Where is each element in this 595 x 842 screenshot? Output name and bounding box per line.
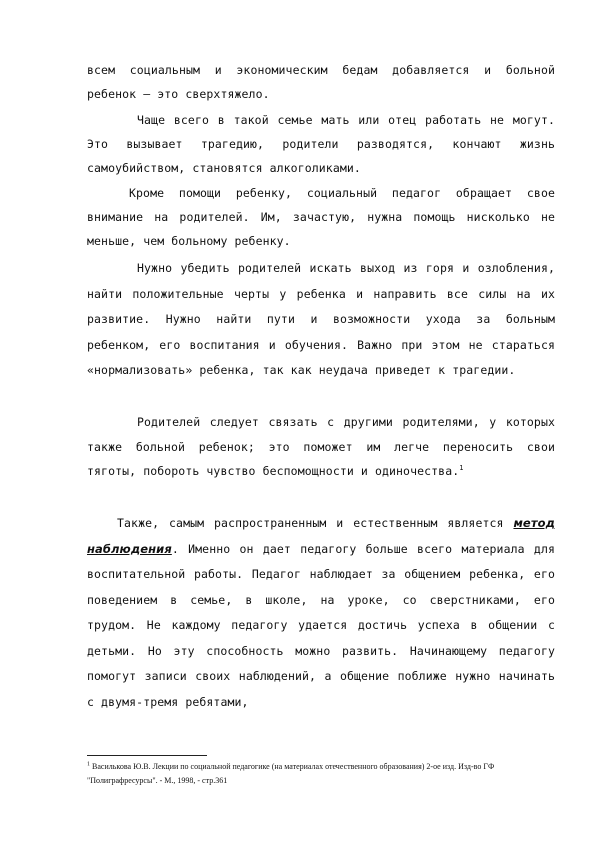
paragraph-5-text: Родителей следует связать с другими родителями, у которых также больной ребенок; это поможет им легче переносить свои тяготы, побороть чувство беспомощности и одиночества.: [87, 415, 555, 478]
paragraph-3: Кроме помощи ребенку, социальный педагог обращает свое внимание на родителей. Им, зачастую, нужна помощь нисколько не меньше, чем больному ребенку.: [87, 186, 555, 248]
paragraph-5: [87, 410, 555, 484]
footnote-number: 1: [87, 761, 90, 768]
method-term: метод наблюдения: [87, 516, 555, 556]
footnote-text: Василькова Ю.В. Лекции по социальной педагогике (на материалах отечественного образования) 2-ое изд. Изд-во ГФ "Полиграфресурсы". - М., 1998, - стр.361: [87, 762, 495, 785]
paragraph-2: Чаще всего в такой семье мать или отец работать не могут. Это вызывает трагедию, родители разводятся, кончают жизнь самоубийством, становятся алкоголиками.: [87, 113, 555, 175]
paragraph-6-text-start: Также, самым распространенным и естественным является: [117, 516, 514, 530]
paragraph-6-text-end: . Именно он дает педагогу больше всего материала для воспитательной работы. Педагог наблюдает за общением ребенка, его поведением в семье, в школе, на уроке, со сверстниками, его трудом. Не каждому педагогу удается достичь успеха в общении с детьми. Но эту способность можно развить. Начинающему педагогу помогут записи своих наблюдений, а общение поближе нужно начинать с двумя-тремя ребятами,: [87, 541, 555, 709]
footnote: [87, 760, 557, 787]
footnote-separator: [87, 755, 207, 756]
footnote-reference: 1: [459, 464, 464, 473]
paragraph-6: [87, 511, 555, 715]
paragraph-4: Нужно убедить родителей искать выход из горя и озлобления, найти положительные черты у ребенка и направить все силы на их развитие. Нужно найти пути и возможности ухода за больным ребенком, его воспитания и обучения. Важно при этом не стараться «нормализовать» ребенка, так как неудача приведет к трагедии.: [87, 261, 555, 377]
paragraph-1: всем социальным и экономическим бедам добавляется и больной ребенок — это сверхтяжело.: [87, 63, 555, 101]
